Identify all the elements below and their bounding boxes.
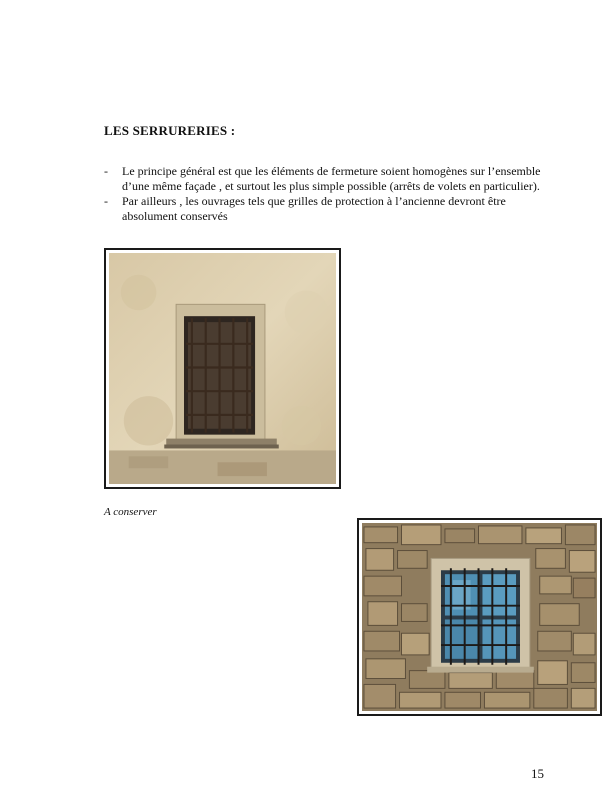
section-title: LES SERRURERIES : — [104, 123, 236, 138]
rule-text: Le principe général est que les éléments de fermeture soient homogènes sur l’ensemble d’une même façade , et surtout les plus simple possible (arrêts de volets en particulier). — [122, 164, 541, 193]
photo-caption: A conserver — [104, 506, 157, 518]
rule-item — [104, 164, 554, 194]
bullet-marker: - — [104, 164, 108, 178]
rule-text: Par ailleurs , les ouvrages tels que grilles de protection à l’ancienne devront être absolument conservés — [122, 194, 506, 223]
rule-item — [104, 194, 554, 224]
rules-list — [104, 164, 554, 224]
photo-stone-window — [357, 518, 602, 716]
window-grille-illustration — [109, 253, 336, 484]
page-number: 15 — [531, 766, 544, 781]
window-grille-illustration — [362, 523, 597, 711]
photo-plaster-window — [104, 248, 341, 489]
bullet-marker: - — [104, 194, 108, 208]
